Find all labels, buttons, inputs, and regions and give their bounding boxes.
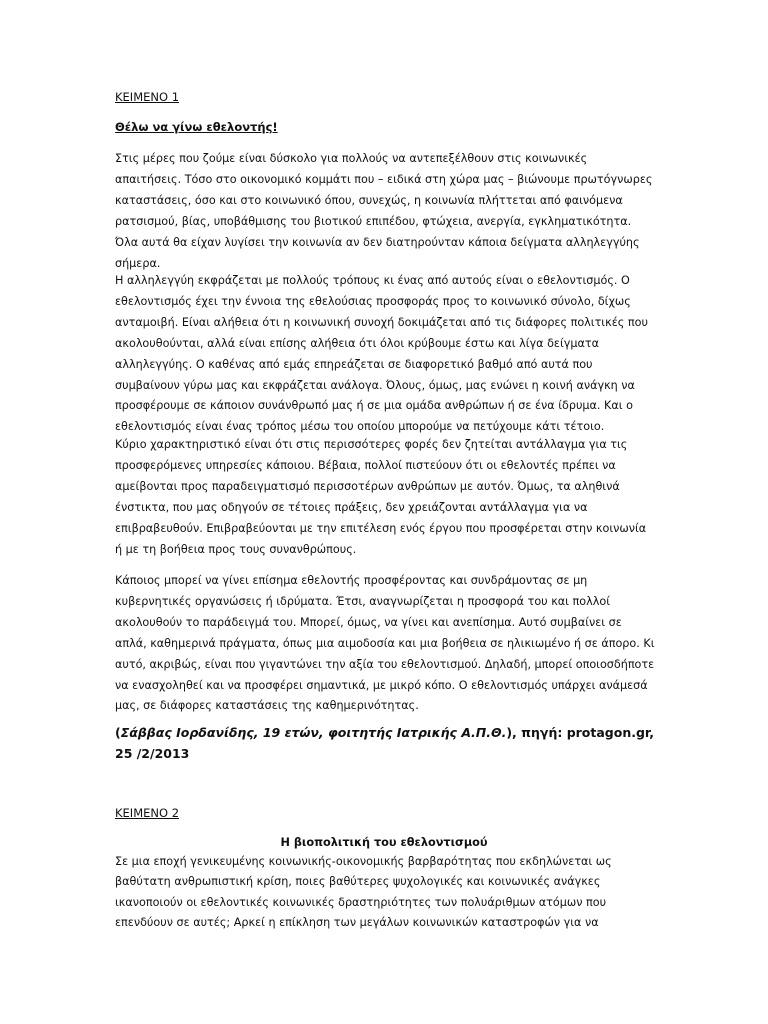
- text1-paragraph-2: Η αλληλεγγύη εκφράζεται με πολλούς τρόπους κι ένας από αυτούς είναι ο εθελοντισμός. Ο εθελοντισμός έχει την έννοια της εθελούσιας προσφοράς προς το κοινωνικό σύνολο, δίχως ανταμοιβή. Είναι αλήθεια ότι η κοινωνική συνοχή δοκιμάζεται από τις διάφορες πολιτικές που ακολουθούνται, αλλά είναι επίσης αλήθεια ότι όλοι κρύβουμε έστω και λίγα δείγματα αλληλεγγύης. Ο καθένας από εμάς επηρεάζεται σε διαφορετικό βαθμό από αυτά που συμβαίνουν γύρω μας και εκφράζεται ανάλογα. Όλους, όμως, μας ενώνει η κοινή ανάγκη να προσφέρουμε σε κάποιον συνάνθρωπό μας ή σε μια ομάδα ανθρώπων ή σε ένα ίδρυμα. Και ο εθελοντισμός είναι ένας τρόπος μέσω του οποίου μπορούμε να πετύχουμε κάτι τέτοιο.: [115, 274, 648, 434]
- text1-paragraph-1: Στις μέρες που ζούμε είναι δύσκολο για πολλούς να αντεπεξέλθουν στις κοινωνικές απαιτήσεις. Τόσο στο οικονομικό κομμάτι που – ειδικά στη χώρα μας – βιώνουμε πρωτόγνωρες καταστάσεις, όσο και στο κοινωνικό όπου, συνεχώς, η κοινωνία πλήττεται από φαινόμενα ρατσισμού, βίας, υποβάθμισης του βιοτικού επιπέδου, φτώχεια, ανεργία, εγκληματικότητα. Όλα αυτά θα είχαν λυγίσει την κοινωνία αν δεν διατηρούνταν κάποια δείγματα αλληλεγγύης σήμερα.: [115, 152, 653, 270]
- text2-title: Η βιοπολιτική του εθελοντισμού: [280, 836, 488, 849]
- citation-open: (: [115, 725, 121, 740]
- text1-paragraph-3: Κύριο χαρακτηριστικό είναι ότι στις περισσότερες φορές δεν ζητείται αντάλλαγμα για τις προσφερόμενες υπηρεσίες κάποιου. Βέβαια, πολλοί πιστεύουν ότι οι εθελοντές πρέπει να αμείβονται προς παραδειγματισμό περισσοτέρων ανθρώπων με αυτόν. Όμως, τα αληθινά ένστικτα, που μας οδηγούν σε τέτοιες πράξεις, δεν χρειάζονται αντάλλαγμα για να επιβραβευθούν. Επιβραβεύονται με την επιτέλεση ενός έργου που προσφέρεται στην κοινωνία ή με τη βοήθεια προς τους συνανθρώπους.: [115, 438, 647, 556]
- text1-title: Θέλω να γίνω εθελοντής!: [115, 120, 278, 134]
- citation-author: Σάββας Ιορδανίδης, 19 ετών, φοιτητής Ιατρικής Α.Π.Θ.: [120, 725, 507, 740]
- text2-label: ΚΕΙΜΕΝΟ 2: [115, 806, 180, 820]
- text1-citation: [115, 723, 655, 764]
- text1-label: ΚΕΙΜΕΝΟ 1: [115, 90, 180, 104]
- text1-paragraph-4: Κάποιος μπορεί να γίνει επίσημα εθελοντής προσφέροντας και συνδράμοντας σε μη κυβερνητικές οργανώσεις ή ιδρύματα. Έτσι, αναγνωρίζεται η προσφορά του και πολλοί ακολουθούν το παράδειγμά του. Μπορεί, όμως, να γίνει και ανεπίσημα. Αυτό συμβαίνει σε απλά, καθημερινά πράγματα, όπως μια αιμοδοσία και μια βοήθεια σε ηλικιωμένο ή σε άπορο. Κι αυτό, ακριβώς, είναι που γιγαντώνει την αξία του εθελοντισμού. Δηλαδή, μπορεί οποιοσδήποτε να ενασχοληθεί και να προσφέρει σημαντικά, με μικρό κόπο. Ο εθελοντισμός υπάρχει ανάμεσά μας, σε διάφορες καταστάσεις της καθημερινότητας.: [115, 574, 655, 713]
- citation-source: ), πηγή: protagon.gr, 25 /2/2013: [115, 725, 655, 761]
- text2-paragraph-1: Σε μια εποχή γενικευμένης κοινωνικής-οικονομικής βαρβαρότητας που εκδηλώνεται ως βαθύτατη ανθρωπιστική κρίση, ποιες βαθύτερες ψυχολογικές και κοινωνικές ανάγκες ικανοποιούν οι εθελοντικές κοινωνικές δραστηριότητες των πολυάριθμων ατόμων που επενδύουν σε αυτές; Αρκεί η επίκληση των μεγάλων κοινωνικών καταστροφών για να: [115, 855, 612, 930]
